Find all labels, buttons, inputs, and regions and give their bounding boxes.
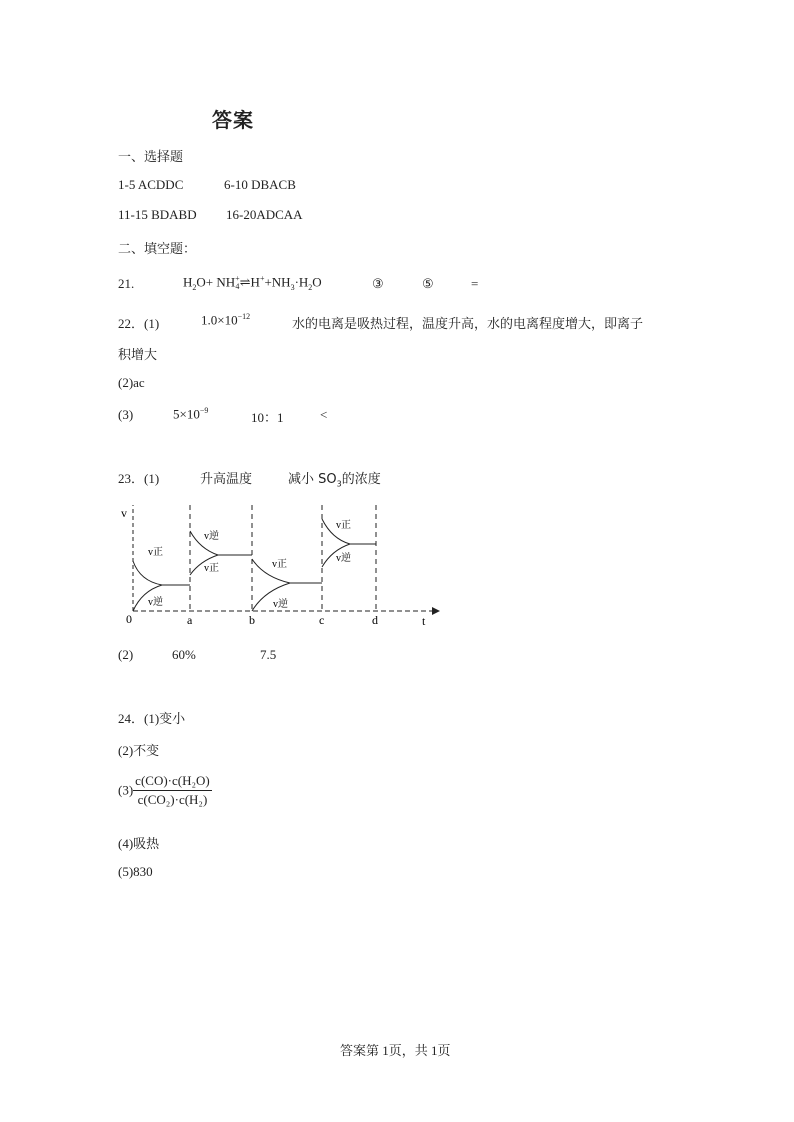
q24-part3-label: (3) [118,782,134,798]
q22-part1-reason: 水的电离是吸热过程，温度升高，水的电离程度增大，即离子 [292,317,644,332]
x-axis-label: t [422,614,426,628]
rate-time-graph [118,503,448,628]
q24-part3 [118,772,212,809]
mc-answers-1-5: 1-5 ACDDC [118,177,184,192]
mc-answers-11-15: 11-15 BDABD [118,207,197,222]
q21-answer-4: = [471,276,479,291]
q24-part4: (4)吸热 [118,836,160,851]
fraction-denominator: c(CO₂)·c(H₂) [137,792,208,807]
q21-answer-2: ③ [372,276,384,291]
tick-c: c [319,613,325,627]
q22-part1-reason-cont: 积增大 [118,348,158,363]
label-v-fwd-cd: v正 [336,520,351,531]
label-v-rev-ab: v逆 [204,531,219,542]
label-v-fwd-ab: v正 [204,563,219,574]
mc-answers-16-20: 16-20ADCAA [226,207,303,222]
tick-d: d [372,613,378,627]
q23-part2-label: (2) [118,647,134,662]
label-v-rev-0a: v逆 [148,597,163,608]
q22-part1-label: 22．(1) [118,316,160,331]
q24-part5: (5)830 [118,864,153,879]
q22-part3-value1: $5\times 10^{-9}$ [173,406,209,422]
q24-part1: 24．(1)变小 [118,711,186,726]
origin-label: 0 [126,612,132,626]
page-footer: 答案第 1页，共 1页 [340,1043,451,1058]
mc-answers-6-10: 6-10 DBACB [224,177,296,192]
q22-part3-value2: 10：1 [251,410,284,425]
q23-part1-label: 23．(1) [118,471,160,486]
q21-equation: $H_2O+$ NH + 4 $\rightleftharpoons H^++NH_3\cdot H_2O$ [183,274,322,292]
q21-answer-3: ⑤ [422,276,434,291]
q21-number: 21. [118,276,135,291]
q23-part2-answer1: 60% [172,647,196,662]
q22-part2: (2)ac [118,375,145,390]
section-heading-multiple-choice: 一、选择题 [118,149,184,164]
label-v-rev-cd: v逆 [336,553,351,564]
q23-part1-answer1: 升高温度 [200,472,253,487]
tick-b: b [249,613,255,627]
curve-v-fwd-0a [133,561,162,585]
q23-part1-answer2: 减小 $SO_3$的浓度 [288,472,381,489]
label-v-fwd-0a: v正 [148,547,163,558]
label-v-rev-bc: v逆 [273,599,288,610]
y-axis-label: v [121,506,127,520]
q24-part2: (2)不变 [118,743,160,758]
q22-part3-label: (3) [118,407,134,422]
equilibrium-constant-expression [133,772,212,809]
tick-a: a [187,613,193,627]
x-axis-arrow [432,607,440,615]
label-v-fwd-bc: v正 [272,559,287,570]
q23-part2-answer2: 7.5 [260,647,277,662]
q22-part3-value3: < [320,407,328,422]
q22-part1-value: $1.0\times 10^{-12}$ [201,312,251,328]
fraction-numerator: c(CO)·c(H₂O) [133,772,212,791]
section-heading-fill-in: 二、填空题： [118,241,197,256]
page-title: 答案 [212,108,254,132]
